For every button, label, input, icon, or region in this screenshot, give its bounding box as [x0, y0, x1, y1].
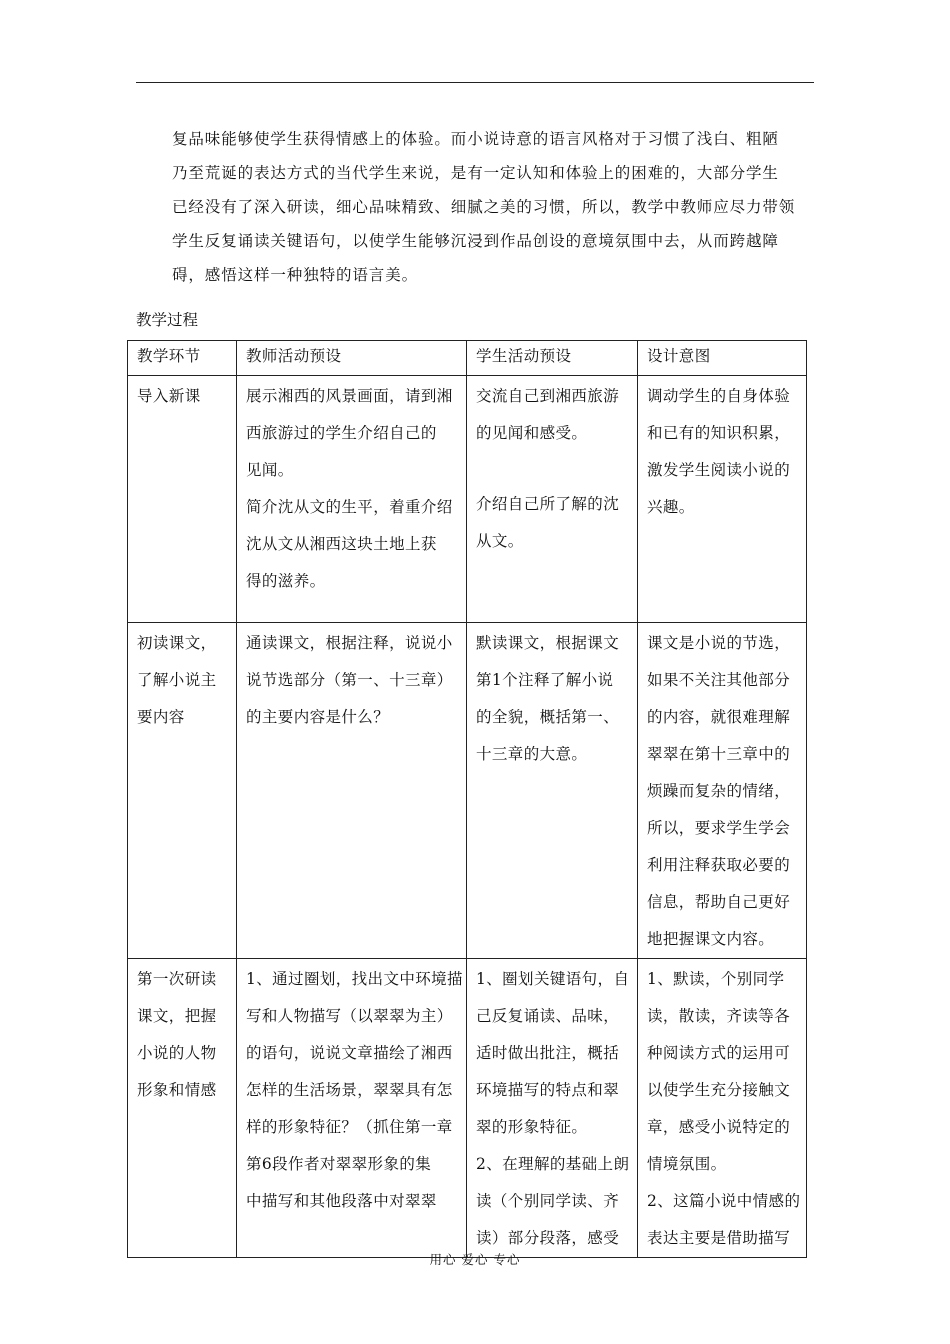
blank-line [476, 452, 629, 486]
student-cell [467, 959, 638, 1258]
cell-line: 的内容，就很难理解 [647, 708, 791, 726]
teacher-cell [237, 623, 467, 959]
cell-line: 章，感受小说特定的 [647, 1118, 791, 1136]
stage-cell [128, 376, 237, 623]
cell-line: 种阅读方式的运用可 [647, 1044, 791, 1062]
cell-line: 1、圈划关键语句，自 [476, 970, 630, 988]
cell-line: 要内容 [137, 708, 185, 726]
intro-paragraph [172, 122, 812, 292]
cell-line: 样的形象特征？（抓住第一章 [246, 1118, 453, 1136]
cell-line: 展示湘西的风景画面，请到湘 [246, 387, 453, 405]
cell-line: 1、默读，个别同学 [647, 970, 785, 988]
cell-line: 介绍自己所了解的沈 [476, 495, 620, 513]
cell-line: 利用注释获取必要的 [647, 856, 791, 874]
table-row [128, 376, 807, 623]
cell-line: 通读课文，根据注释，说说小 [246, 634, 453, 652]
page-footer: 用心 爱心 专心 [429, 1252, 521, 1267]
cell-line: 见闻。 [246, 461, 294, 479]
cell-line: 写和人物描写（以翠翠为主） [246, 1007, 453, 1025]
cell-line: 课文是小说的节选， [647, 634, 791, 652]
cell-line: 第一次研读 [137, 970, 217, 988]
cell-line: 烦躁而复杂的情绪， [647, 782, 791, 800]
header-student-activity: 学生活动预设 [467, 341, 638, 376]
cell-line: 翠的形象特征。 [476, 1118, 588, 1136]
stage-cell [128, 623, 237, 959]
cell-line: 环境描写的特点和翠 [476, 1081, 620, 1099]
cell-line: 课文，把握 [137, 1007, 217, 1025]
student-cell [467, 376, 638, 623]
cell-line: 中描写和其他段落中对翠翠 [246, 1192, 437, 1210]
header-design-intent: 设计意图 [638, 341, 807, 376]
intro-line: 已经没有了深入研读，细心品味精致、细腻之美的习惯，所以，教学中教师应尽力带领 [172, 198, 796, 216]
cell-line: 如果不关注其他部分 [647, 671, 791, 689]
cell-line: 翠翠在第十三章中的 [647, 745, 791, 763]
cell-line: 情境氛围。 [647, 1155, 727, 1173]
cell-line: 信息，帮助自己更好 [647, 893, 791, 911]
cell-line: 第6段作者对翠翠形象的集 [246, 1155, 432, 1173]
cell-line: 2、在理解的基础上朗 [476, 1155, 630, 1173]
header-rule [136, 82, 814, 83]
cell-line: 沈从文从湘西这块土地上获 [246, 535, 437, 553]
table-row [128, 959, 807, 1258]
intent-cell [638, 959, 807, 1258]
cell-line: 小说的人物 [137, 1044, 217, 1062]
table-row [128, 623, 807, 959]
cell-line: 读（个别同学读、齐 [476, 1192, 620, 1210]
cell-line: 说节选部分（第一、十三章） [246, 671, 453, 689]
cell-line: 兴趣。 [647, 498, 695, 516]
cell-line: 交流自己到湘西旅游 [476, 387, 620, 405]
cell-line: 激发学生阅读小说的 [647, 461, 791, 479]
cell-line: 西旅游过的学生介绍自己的 [246, 424, 437, 442]
cell-line: 2、这篇小说中情感的 [647, 1192, 801, 1210]
table-header-row [128, 341, 807, 376]
intro-line: 复品味能够使学生获得情感上的体验。而小说诗意的语言风格对于习惯了浅白、粗陋 [172, 130, 779, 148]
student-cell [467, 623, 638, 959]
cell-line: 地把握课文内容。 [647, 930, 775, 948]
cell-line: 读）部分段落，感受 [476, 1229, 620, 1247]
cell-line: 简介沈从文的生平，着重介绍 [246, 498, 453, 516]
cell-line: 1、通过圈划，找出文中环境描 [246, 970, 463, 988]
cell-line: 表达主要是借助描写 [647, 1229, 791, 1247]
teacher-cell [237, 959, 467, 1258]
intent-cell [638, 623, 807, 959]
teaching-process-table [127, 340, 807, 1258]
header-stage: 教学环节 [128, 341, 237, 376]
cell-line: 怎样的生活场景，翠翠具有怎 [246, 1081, 453, 1099]
cell-line: 的见闻和感受。 [476, 424, 588, 442]
intent-cell [638, 376, 807, 623]
cell-line: 第1个注释了解小说 [476, 671, 614, 689]
cell-line: 己反复诵读、品味， [476, 1007, 620, 1025]
cell-line: 导入新课 [137, 387, 201, 405]
cell-line: 形象和情感 [137, 1081, 217, 1099]
teacher-cell [237, 376, 467, 623]
section-title: 教学过程 [136, 311, 199, 329]
cell-line: 和已有的知识积累， [647, 424, 791, 442]
intro-line: 学生反复诵读关键语句，以使学生能够沉浸到作品创设的意境氛围中去，从而跨越障 [172, 232, 779, 250]
header-teacher-activity: 教师活动预设 [237, 341, 467, 376]
cell-line: 以使学生充分接触文 [647, 1081, 791, 1099]
cell-line: 从文。 [476, 532, 524, 550]
cell-line: 了解小说主 [137, 671, 217, 689]
cell-line: 初读课文， [137, 634, 217, 652]
cell-line: 默读课文，根据课文 [476, 634, 620, 652]
intro-line: 碍，感悟这样一种独特的语言美。 [172, 266, 419, 284]
cell-line: 的主要内容是什么？ [246, 708, 390, 726]
cell-line: 读，散读，齐读等各 [647, 1007, 791, 1025]
intro-line: 乃至荒诞的表达方式的当代学生来说，是有一定认知和体验上的困难的，大部分学生 [172, 164, 779, 182]
cell-line: 十三章的大意。 [476, 745, 588, 763]
cell-line: 适时做出批注，概括 [476, 1044, 620, 1062]
cell-line: 调动学生的自身体验 [647, 387, 791, 405]
cell-line: 得的滋养。 [246, 572, 326, 590]
stage-cell [128, 959, 237, 1258]
cell-line: 的语句，说说文章描绘了湘西 [246, 1044, 453, 1062]
cell-line: 的全貌，概括第一、 [476, 708, 620, 726]
cell-line: 所以，要求学生学会 [647, 819, 791, 837]
